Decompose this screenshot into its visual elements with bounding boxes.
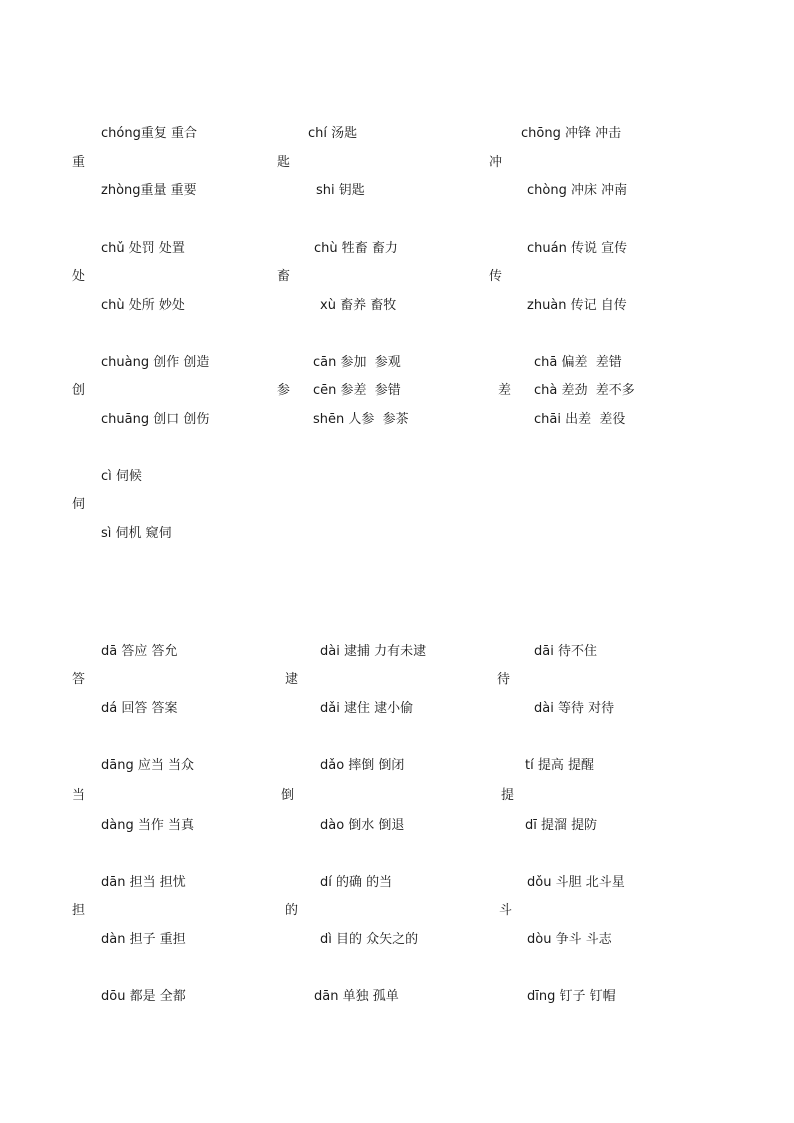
reading-line: shi 钥匙: [316, 183, 365, 198]
reading-line: zhòng重量 重要: [101, 183, 197, 198]
reading-line: chà 差劲 差不多: [534, 383, 635, 398]
reading-line: dī 提溜 提防: [525, 818, 598, 833]
head-char: 当: [72, 788, 86, 803]
reading-line: dāi 待不住: [534, 644, 597, 659]
reading-line: chù 牲畜 畜力: [314, 241, 398, 256]
reading-line: shēn 人参 参茶: [313, 412, 409, 427]
reading-line: tí 提高 提醒: [525, 758, 594, 773]
reading-line: chāi 出差 差役: [534, 412, 626, 427]
reading-line: dān 担当 担忧: [101, 875, 186, 890]
reading-line: dān 单独 孤单: [314, 989, 399, 1004]
head-char: 提: [501, 788, 515, 803]
head-char: 畜: [277, 269, 291, 284]
head-char: 担: [72, 903, 86, 918]
head-char: 重: [72, 155, 86, 170]
reading-line: chuàng 创作 创造: [101, 355, 210, 370]
head-char: 斗: [499, 903, 513, 918]
reading-line: dǎo 摔倒 倒闭: [320, 758, 405, 773]
reading-line: zhuàn 传记 自传: [527, 298, 627, 313]
reading-line: dōu 都是 全都: [101, 989, 186, 1004]
reading-line: chǔ 处罚 处置: [101, 241, 185, 256]
head-char: 逮: [285, 672, 299, 687]
reading-line: dǎi 逮住 逮小偷: [320, 701, 414, 716]
head-char: 匙: [277, 155, 291, 170]
reading-line: chuāng 创口 创伤: [101, 412, 210, 427]
reading-line: dào 倒水 倒退: [320, 818, 405, 833]
reading-line: dāng 应当 当众: [101, 758, 194, 773]
reading-line: cān 参加 参观: [313, 355, 401, 370]
head-char: 处: [72, 269, 86, 284]
reading-line: chóng重复 重合: [101, 126, 197, 141]
head-char: 伺: [72, 497, 86, 512]
reading-line: dòu 争斗 斗志: [527, 932, 612, 947]
reading-line: dì 目的 众矢之的: [320, 932, 419, 947]
reading-line: dàng 当作 当真: [101, 818, 194, 833]
head-char: 差: [498, 383, 512, 398]
head-char: 倒: [281, 788, 295, 803]
head-char: 冲: [489, 155, 503, 170]
reading-line: dài 等待 对待: [534, 701, 615, 716]
head-char: 传: [489, 269, 503, 284]
reading-line: dài 逮捕 力有未逮: [320, 644, 427, 659]
reading-line: dí 的确 的当: [320, 875, 393, 890]
head-char: 的: [285, 903, 299, 918]
reading-line: chōng 冲锋 冲击: [521, 126, 622, 141]
reading-line: chòng 冲床 冲南: [527, 183, 628, 198]
reading-line: chā 偏差 差错: [534, 355, 622, 370]
reading-line: dàn 担子 重担: [101, 932, 186, 947]
reading-line: sì 伺机 窥伺: [101, 526, 172, 541]
reading-line: cēn 参差 参错: [313, 383, 401, 398]
reading-line: dǒu 斗胆 北斗星: [527, 875, 625, 890]
head-char: 参: [277, 383, 291, 398]
reading-line: dā 答应 答允: [101, 644, 178, 659]
reading-line: chí 汤匙: [308, 126, 358, 141]
reading-line: dīng 钉子 钉帽: [527, 989, 616, 1004]
head-char: 待: [497, 672, 511, 687]
reading-line: xù 畜养 畜牧: [320, 298, 397, 313]
head-char: 答: [72, 672, 86, 687]
reading-line: chuán 传说 宣传: [527, 241, 628, 256]
head-char: 创: [72, 383, 86, 398]
reading-line: chù 处所 妙处: [101, 298, 185, 313]
reading-line: cì 伺候: [101, 469, 142, 484]
reading-line: dá 回答 答案: [101, 701, 178, 716]
